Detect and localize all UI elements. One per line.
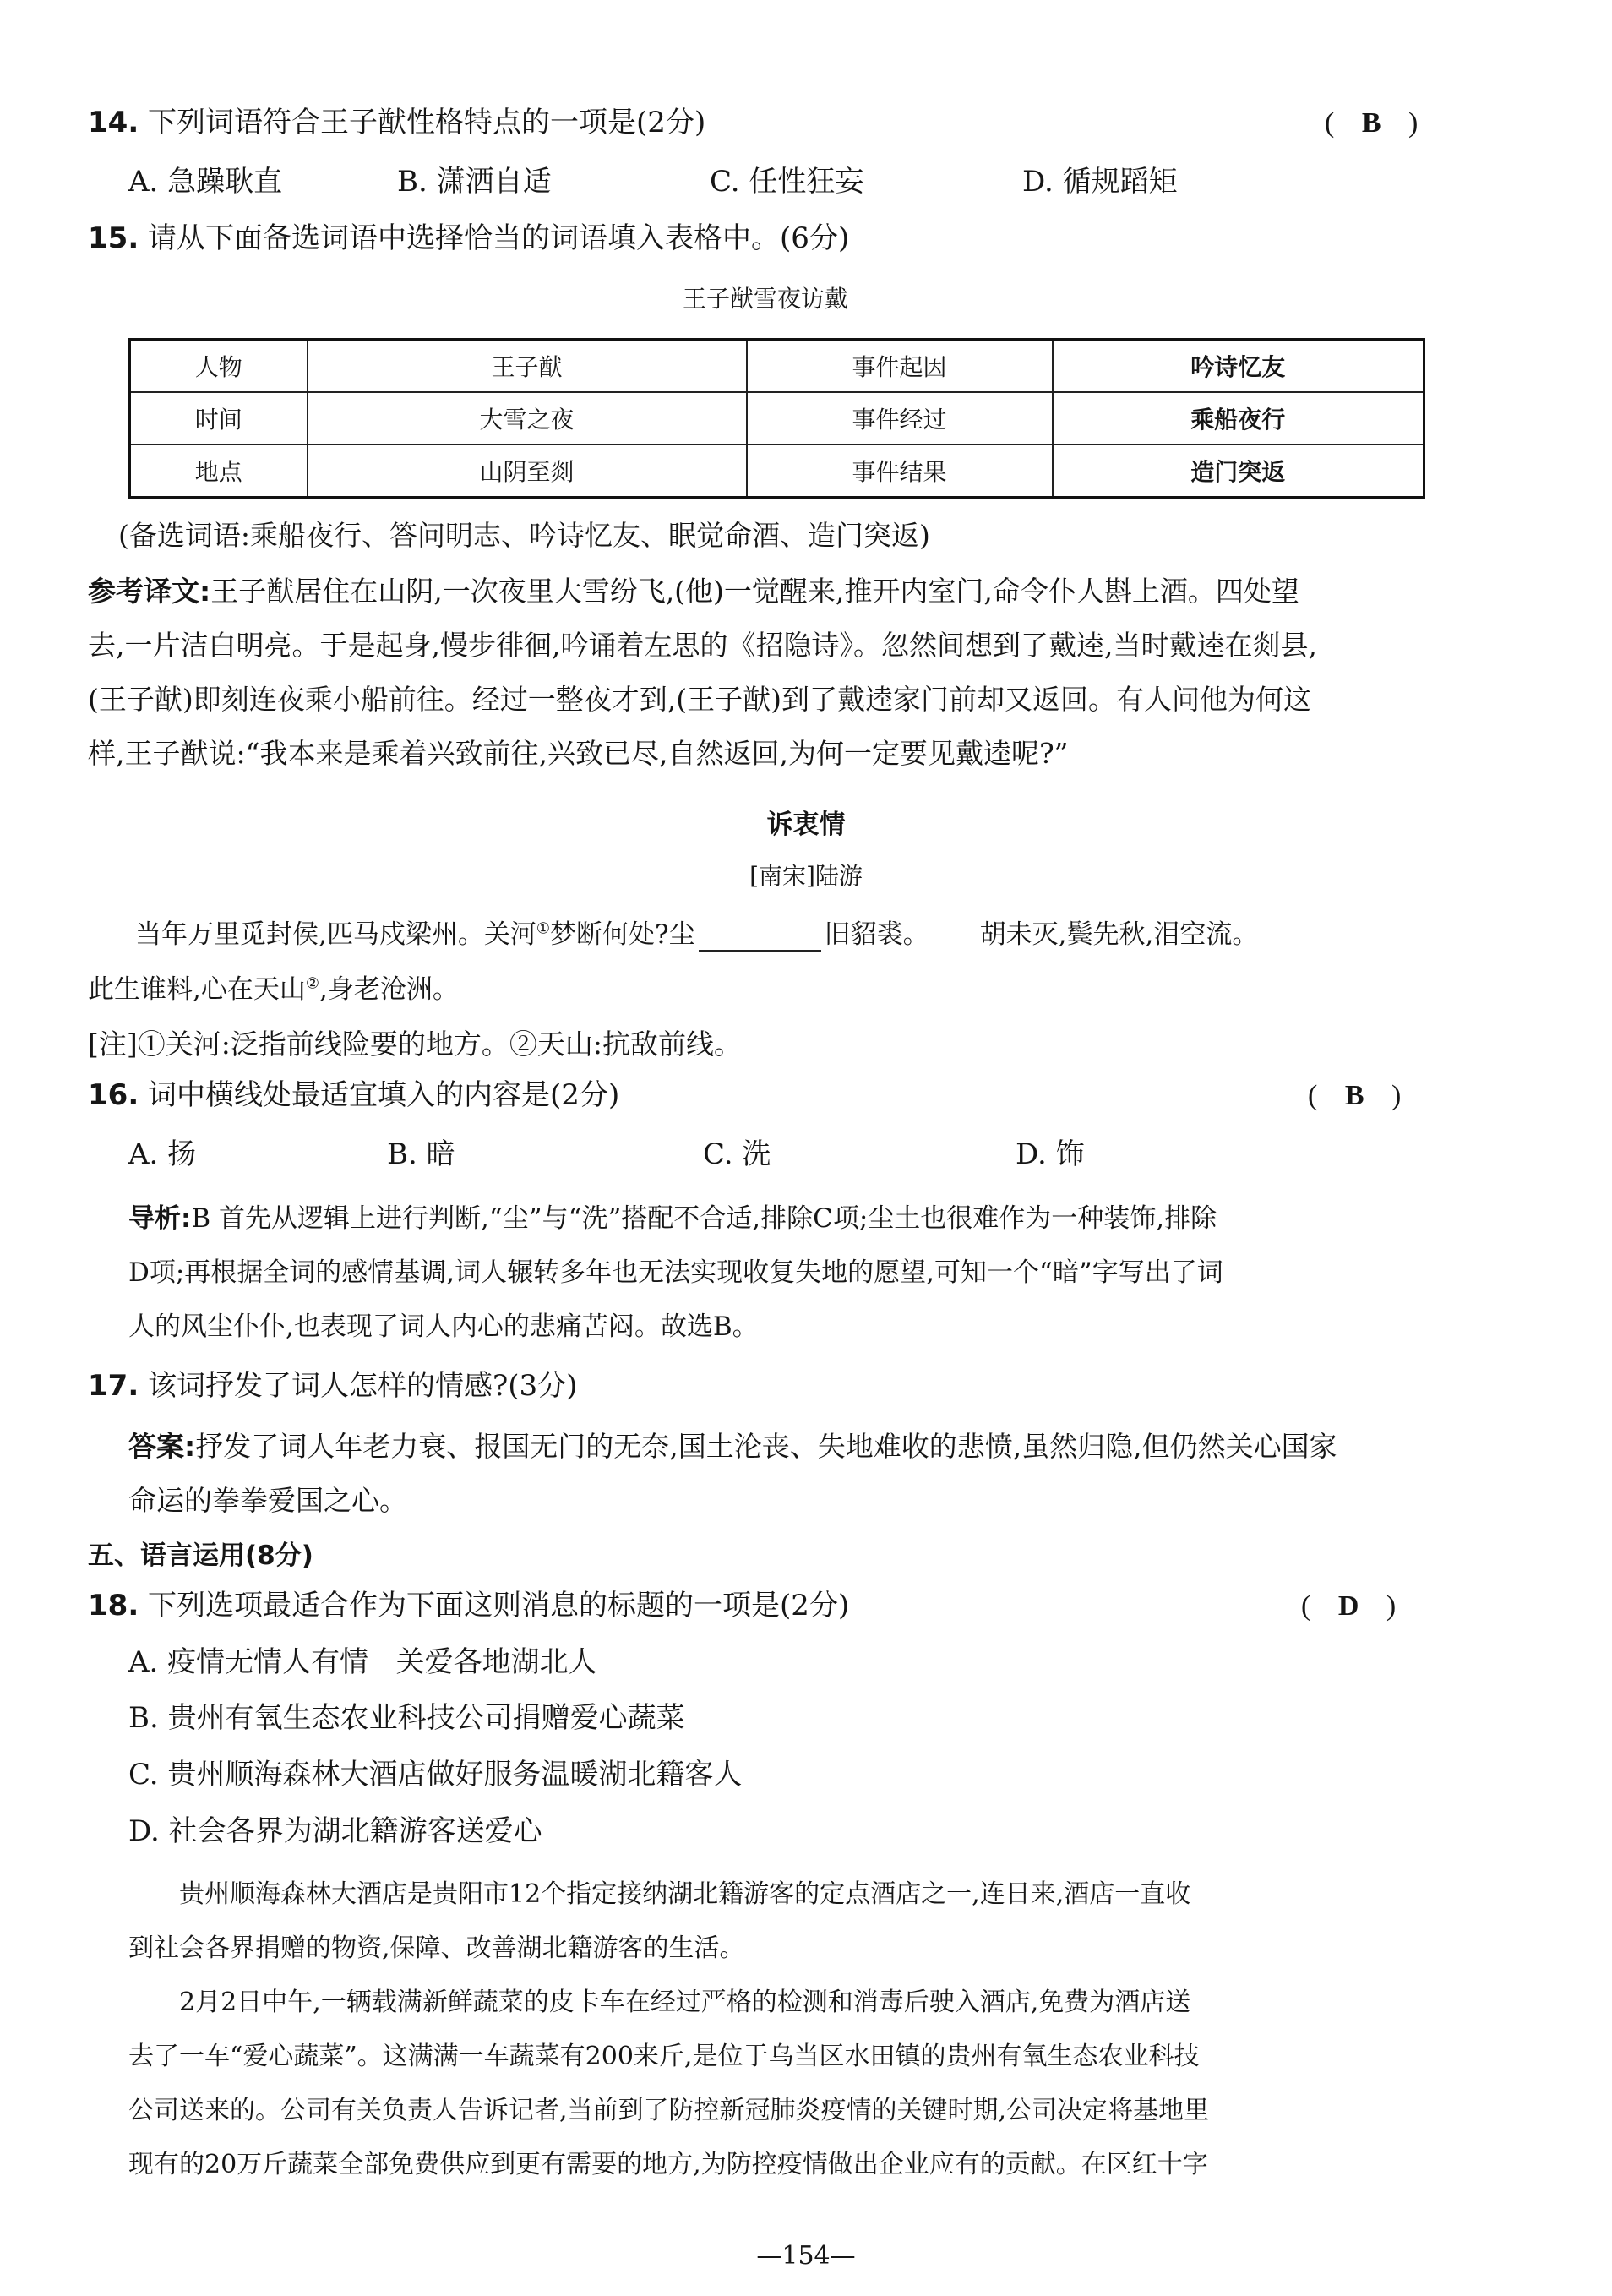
question-text: 下列词语符合王子猷性格特点的一项是(2分): [148, 106, 706, 139]
news-line: 现有的20万斤蔬菜全部免费供应到更有需要的地方,为防控疫情做出企业应有的贡献。在区红十字: [128, 2150, 1208, 2179]
news-article: [128, 1868, 1423, 2192]
table-cell: 大雪之夜: [308, 392, 747, 444]
poem-line-1: 当年万里觅封侯,匹马戍梁州。关河①梦断何处?尘 旧貂裘。 胡未灭,鬓先秋,泪空流。: [135, 919, 1259, 950]
answer-label: 答案:: [128, 1430, 196, 1463]
poem-line-2: 此生谁料,心在天山②,身老沧洲。: [88, 974, 459, 1005]
option-c: C. 洗: [703, 1137, 771, 1171]
table-cell: 事件结果: [747, 444, 1053, 498]
table-row: [130, 340, 1424, 393]
guide-line: B 首先从逻辑上进行判断,“尘”与“洗”搭配不合适,排除C项;尘土也很难作为一种装饰,排除: [191, 1203, 1217, 1234]
question-number: 16.: [88, 1078, 139, 1112]
question-18: [88, 1589, 849, 1622]
question-text: 该词抒发了词人怎样的情感?(3分): [148, 1369, 578, 1403]
answer-letter: B: [1361, 107, 1381, 139]
answer-line: 抒发了词人年老力衰、报国无门的无奈,国土沦丧、失地难收的悲愤,虽然归隐,但仍然关心国家: [195, 1430, 1337, 1463]
option-d: D. 循规蹈矩: [1022, 165, 1178, 199]
question-number: 14.: [88, 106, 139, 139]
reference-translation: [88, 564, 1423, 781]
answer-bracket-18: ( D ): [1301, 1590, 1397, 1622]
poem-author: [南宋]陆游: [749, 862, 863, 890]
option-b: B. 暗: [387, 1137, 455, 1171]
table-answer-cell: 造门突返: [1053, 444, 1424, 498]
fill-blank: [699, 919, 821, 952]
news-line: 2月2日中午,一辆载满新鲜蔬菜的皮卡车在经过严格的检测和消毒后驶入酒店,免费为酒店送: [179, 1988, 1191, 2017]
page-number: —154—: [756, 2241, 856, 2271]
news-line: 到社会各界捐赠的物资,保障、改善湖北籍游客的生活。: [128, 1933, 745, 1963]
table-cell: 地点: [130, 444, 308, 498]
question-15: [88, 221, 849, 255]
question-text: 请从下面备选词语中选择恰当的词语填入表格中。(6分): [148, 221, 850, 255]
option-a: A. 扬: [128, 1137, 197, 1171]
question-number: 17.: [88, 1369, 139, 1403]
table-cell: 王子猷: [308, 340, 747, 393]
option-b: B. 潇洒自适: [397, 165, 552, 199]
question-text: 词中横线处最适宜填入的内容是(2分): [148, 1078, 620, 1112]
option-c: C. 贵州顺海森林大酒店做好服务温暖湖北籍客人: [128, 1758, 743, 1792]
news-line: 贵州顺海森林大酒店是贵阳市12个指定接纳湖北籍游客的定点酒店之一,连日来,酒店一直收: [179, 1879, 1191, 1909]
table-title: 王子猷雪夜访戴: [683, 285, 849, 313]
table-answer-cell: 乘船夜行: [1053, 392, 1424, 444]
poem-title: 诉衷情: [766, 810, 846, 840]
answer-bracket-16: ( B ): [1308, 1080, 1402, 1111]
table-row: [130, 392, 1424, 444]
section-heading: 五、语言运用(8分): [88, 1541, 313, 1571]
question-16: [88, 1078, 619, 1112]
translation-line: 王子猷居住在山阴,一次夜里大雪纷飞,(他)一觉醒来,推开内室门,命令仆人斟上酒。四处望: [210, 575, 1299, 608]
question-number: 15.: [88, 221, 139, 255]
translation-line: (王子猷)即刻连夜乘小船前往。经过一整夜才到,(王子猷)到了戴逵家门前却又返回。有人问他为何这: [88, 683, 1311, 716]
answer-line: 命运的拳拳爱国之心。: [128, 1484, 407, 1517]
option-a: A. 疫情无情人有情 关爱各地湖北人: [128, 1645, 597, 1679]
option-d: D. 饰: [1016, 1137, 1085, 1171]
guide-line: D项;再根据全词的感情基调,词人辗转多年也无法实现收复失地的愿望,可知一个“暗”字写出了词: [128, 1257, 1223, 1288]
option-a: A. 急躁耿直: [128, 165, 283, 199]
guide-label: 导析:: [128, 1203, 192, 1234]
answer-bracket-14: ( B ): [1325, 107, 1419, 139]
note-mark: ①: [536, 919, 550, 938]
table-cell: 时间: [130, 392, 308, 444]
story-table: [128, 338, 1425, 499]
note-mark: ②: [305, 974, 319, 993]
option-c: C. 任性狂妄: [710, 165, 864, 199]
translation-line: 去,一片洁白明亮。于是起身,慢步徘徊,吟诵着左思的《招隐诗》。忽然间想到了戴逵,当时戴逵在剡县,: [88, 629, 1317, 662]
table-cell: 山阴至剡: [308, 444, 747, 498]
table-row: [130, 444, 1424, 498]
answer-letter: D: [1337, 1590, 1359, 1622]
option-b: B. 贵州有氧生态农业科技公司捐赠爱心蔬菜: [128, 1701, 685, 1735]
news-line: 去了一车“爱心蔬菜”。这满满一车蔬菜有200来斤,是位于乌当区水田镇的贵州有氧生态农业科技: [128, 2042, 1200, 2071]
table-answer-cell: 吟诗忆友: [1053, 340, 1424, 393]
question-17: [88, 1369, 577, 1403]
table-cell: 人物: [130, 340, 308, 393]
answer-17: [128, 1420, 1423, 1528]
news-line: 公司送来的。公司有关负责人告诉记者,当前到了防控新冠肺炎疫情的关键时期,公司决定将基地里: [128, 2096, 1210, 2125]
table-cell: 事件经过: [747, 392, 1053, 444]
question-number: 18.: [88, 1589, 139, 1622]
question-14: [88, 106, 705, 139]
translation-line: 样,王子猷说:“我本来是乘着兴致前往,兴致已尽,自然返回,为何一定要见戴逵呢?”: [88, 737, 1069, 770]
answer-letter: B: [1344, 1080, 1364, 1111]
option-d: D. 社会各界为湖北籍游客送爱心: [128, 1814, 542, 1848]
table-cell: 事件起因: [747, 340, 1053, 393]
translation-label: 参考译文:: [88, 575, 211, 608]
guide-analysis: [128, 1192, 1423, 1354]
candidate-words: (备选词语:乘船夜行、答问明志、吟诗忆友、眠觉命酒、造门突返): [118, 519, 930, 552]
question-text: 下列选项最适合作为下面这则消息的标题的一项是(2分): [148, 1589, 850, 1622]
poem-notes: [注]①关河:泛指前线险要的地方。②天山:抗敌前线。: [88, 1028, 742, 1061]
guide-line: 人的风尘仆仆,也表现了词人内心的悲痛苦闷。故选B。: [128, 1312, 759, 1342]
